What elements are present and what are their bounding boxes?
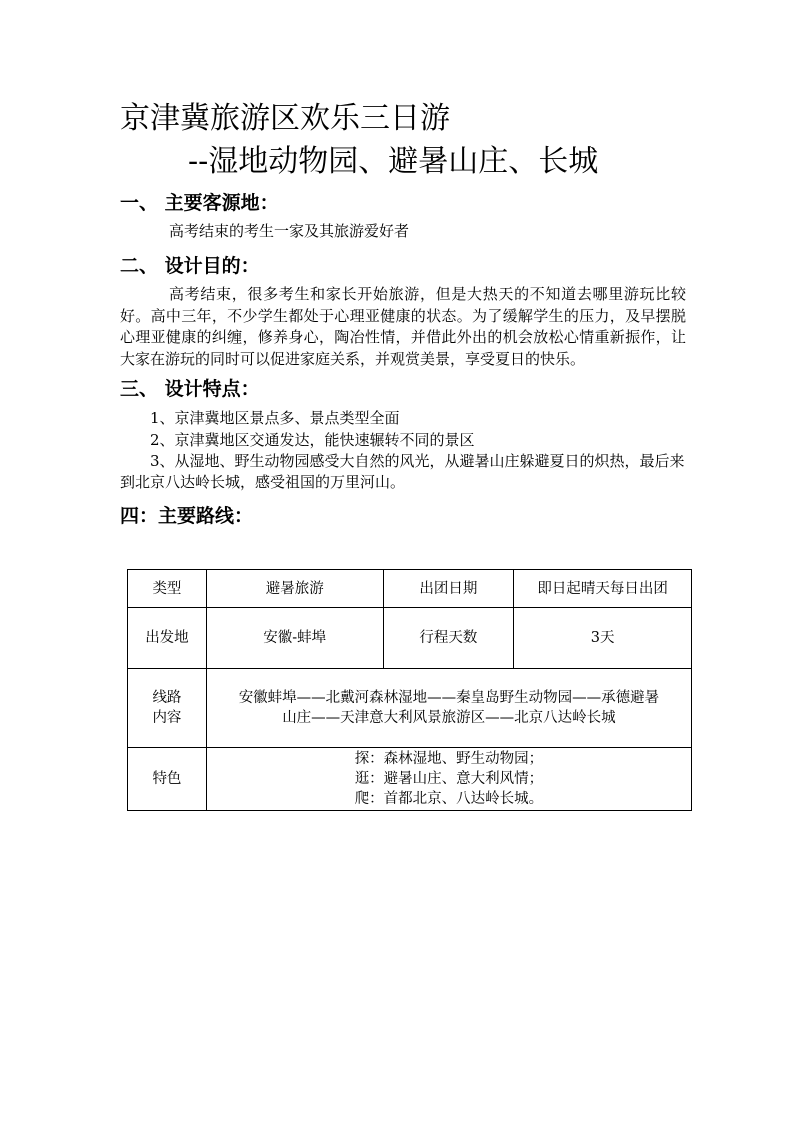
section-heading-purpose: 二、 设计目的：: [120, 255, 260, 277]
feature-item-3: 3、从湿地、野生动物园感受大自然的风光，从避暑山庄躲避夏日的炽热，最后来到北京八达岭长城，感受祖国的万里河山。: [120, 452, 685, 491]
feature-label-cell: 特色: [128, 748, 207, 811]
section-heading-route: 四：主要路线：: [120, 505, 254, 527]
source-text: 高考结束的考生一家及其旅游爱好者: [169, 222, 410, 240]
feature-item-1: 1、京津冀地区景点多、景点类型全面: [150, 409, 400, 427]
date-value-cell: 即日起晴天每日出团: [514, 570, 692, 608]
route-content-line1: 安徽蚌埠——北戴河森林湿地——秦皇岛野生动物园——承德避暑: [238, 690, 660, 706]
feature-item-2: 2、京津冀地区交通发达，能快速辗转不同的景区: [150, 431, 475, 449]
route-label-line2: 内容: [152, 710, 182, 726]
document-subtitle: --湿地动物园、避暑山庄、长城: [188, 144, 599, 179]
route-content-cell: [206, 669, 691, 748]
table-row: [128, 608, 692, 669]
section-heading-source: 一、 主要客源地：: [120, 192, 279, 214]
type-label-cell: 类型: [128, 570, 207, 608]
departure-label-cell: 出发地: [128, 608, 207, 669]
days-value-cell: 3天: [514, 608, 692, 669]
purpose-paragraph: 高考结束，很多考生和家长开始旅游，但是大热天的不知道去哪里游玩比较好。高中三年，不少学生都处于心理亚健康的状态。为了缓解学生的压力，及早摆脱心理亚健康的纠缠，修养身心，陶冶性情，并借此外出的机会放松心情重新振作，让大家在游玩的同时可以促进家庭关系，并观赏美景，享受夏日的快乐。: [120, 285, 686, 368]
date-label-cell: 出团日期: [383, 570, 514, 608]
table-row: [128, 669, 692, 748]
days-label-cell: 行程天数: [383, 608, 514, 669]
table-row: [128, 748, 692, 811]
route-label-line1: 线路: [152, 690, 182, 706]
departure-value-cell: 安徽-蚌埠: [206, 608, 383, 669]
feature-line-stroll: 逛：避暑山庄、意大利风情；: [354, 771, 544, 787]
document-title: 京津冀旅游区欢乐三日游: [120, 101, 450, 136]
feature-line-climb: 爬：首都北京、八达岭长城。: [354, 791, 544, 807]
feature-content-cell: [206, 748, 691, 811]
feature-line-explore: 探：森林湿地、野生动物园；: [354, 751, 544, 767]
route-content-line2: 山庄——天津意大利风景旅游区——北京八达岭长城: [282, 710, 616, 726]
route-table: [127, 569, 692, 811]
type-value-cell: 避暑旅游: [206, 570, 383, 608]
section-heading-features: 三、 设计特点：: [120, 378, 260, 400]
route-label-cell: [128, 669, 207, 748]
table-row: [128, 570, 692, 608]
